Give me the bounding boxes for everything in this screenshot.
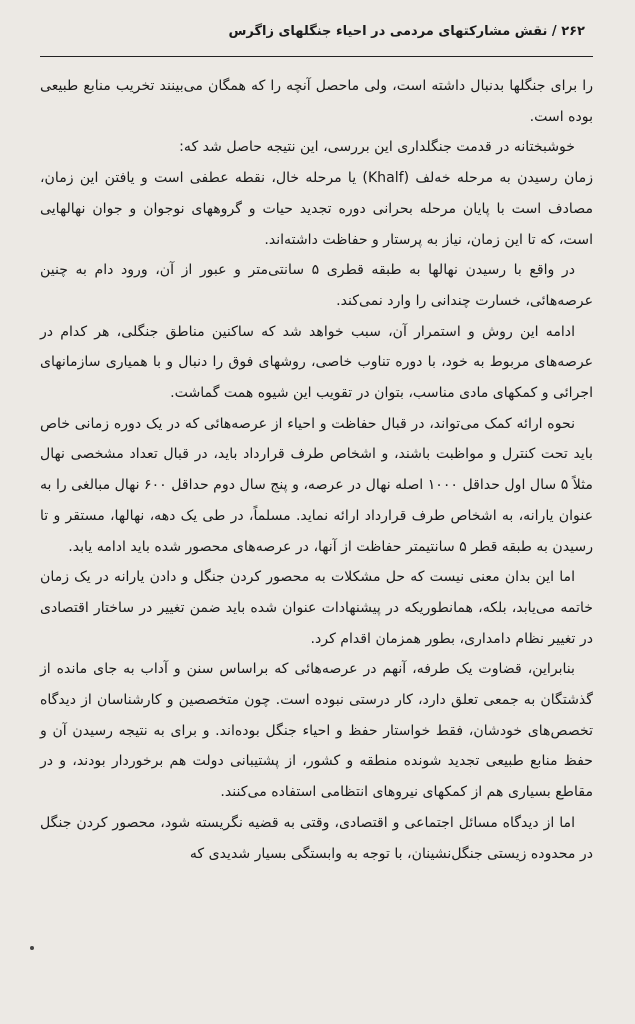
- paragraph-khalf: زمان رسیدن به مرحله خه‌لف (Khalf) یا مرحله خال، نقطه عطفی است و یافتن این زمان، مصادف است با پایان مرحله بحرانی دوره تجدید حیات و گروههای نوجوان و جوان نهالهایی است، که تا این زمان، نیاز به پرستار و حفاظت داشته‌اند.: [40, 170, 594, 248]
- header-rule: [40, 56, 593, 57]
- running-header: ۲۶۲ / نقش مشارکتهای مردمی در احیاء جنگلهای زاگرس: [228, 24, 585, 39]
- paragraph-not-enough: اما این بدان معنی نیست که حل مشکلات به محصور کردن جنگل و دادن یارانه در یک زمان خاتمه می‌یابد، بلکه، همانطوریکه در پیشنهادات عنوان شده باید ضمن تغییر در ساختار اقتصادی در تغییر نظام دامداری، بطور همزمان اقدام کرد.: [40, 569, 593, 647]
- paragraph-continuation: را برای جنگلها بدنبال داشته است، ولی ماحصل آنچه را که همگان می‌بینند تخریب منابع طبیعی بوده است.: [40, 78, 593, 125]
- paragraph-intro: خوشبختانه در قدمت جنگلداری این بررسی، این نتیجه حاصل شد که:: [179, 139, 575, 156]
- paragraph-continuation-method: ادامه این روش و استمرار آن، سبب خواهد شد که ساکنین مناطق جنگلی، هر کدام در عرصه‌های مربوط به خود، با دوره تناوب خاصی، روشهای فوق را دنبال و با همیاری سازمانهای اجرائی و کمکهای مادی مناسب، بتوان در تقویب این شیوه همت گماشت.: [40, 323, 593, 402]
- paragraph-seedlings: در واقع با رسیدن نهالها به طبقه قطری ۵ سانتی‌متر و عبور از آن، ورود دام به چنین عرصه‌هائی، خسارت چندانی را وارد نمی‌کند.: [40, 262, 593, 309]
- paragraph-judgement: بنابراین، قضاوت یک طرفه، آنهم در عرصه‌هائی که براساس سنن و آداب به جای مانده از گذشتگان به جمعی تعلق دارد، کار درستی نبوده است. چون متخصصین و کارشناسان از دیدگاه تخصص‌های خودشان، فقط خواستار حفظ و احیاء جنگل بوده‌اند. و برای به نتیجه رسیدن آن و حفظ منابع طبیعی تجدید شونده منطقه و کشور، از پشتیبانی دولت هم برخوردار بودند، و در مقاطع بسیاری هم از کمکهای نیروهای انتظامی استفاده می‌کنند.: [40, 661, 593, 801]
- paragraph-assistance: نحوه ارائه کمک می‌تواند، در قبال حفاظت و احیاء از عرصه‌هائی که در یک دوره زمانی خاص باید تحت کنترل و مواظبت باشند، و اشخاص طرف قرارداد باید، در قبال تعداد مشخصی نهال مثلاً ۵ سال اول حداقل ۱۰۰۰ اصله نهال در عرصه، و پنج سال دوم حداقل ۶۰۰ نهال مبالغی را به عنوان یارانه، به اشخاص طرف قرارداد ارائه نماید. مسلماً، در طی یک دهه، نهالها، مستقر و تا رسیدن به طبقه قطر ۵ سانتیمتر حفاظت از آنها، در عرصه‌های محصور شده باید ادامه یابد.: [40, 415, 593, 555]
- paragraph-social-economic: اما از دیدگاه مسائل اجتماعی و اقتصادی، وقتی به قضیه نگریسته شود، محصور کردن جنگل در محدوده زیستی جنگل‌نشینان، با توجه به وابستگی بسیار شدیدی که: [40, 814, 593, 862]
- margin-dot: [30, 946, 34, 950]
- body-text: [40, 71, 593, 869]
